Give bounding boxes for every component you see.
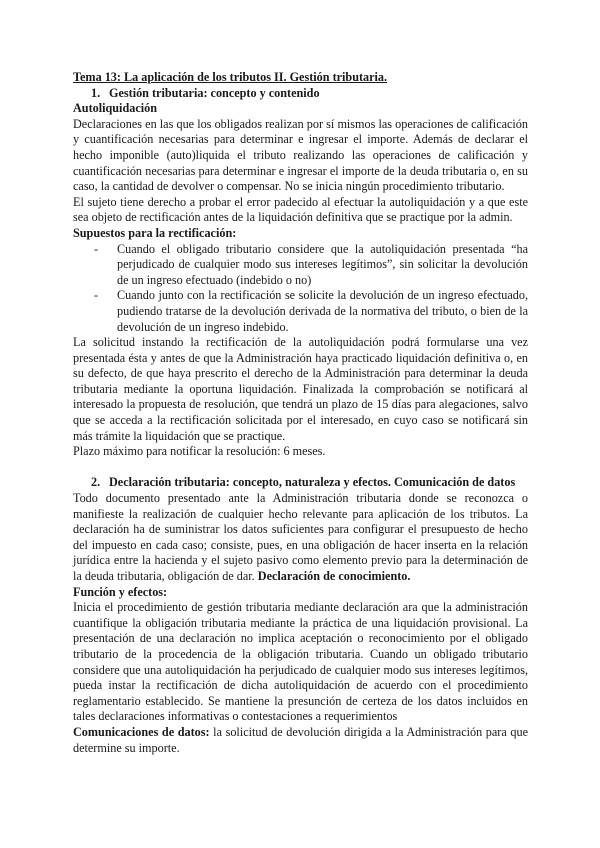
declaracion-text: Todo documento presentado ante la Administración tributaria donde se reconozca o manifieste la realización de cualquier hecho relevante para aplicación de los tributos. La declaración ha de suministrar los datos suficientes para configurar el presupuesto de hecho del impuesto en cada caso; consiste, pues, en una obligación de hacer inserta en la relación jurídica entre la hacienda y el sujeto pasivo como elemento previo para la determinación de la deuda tributaria, obligación de dar.	[73, 491, 528, 583]
section-1-number: 1.	[91, 85, 101, 100]
solicitud-paragraph: La solicitud instando la rectificación de la autoliquidación podrá formularse una vez presentada ésta y antes de que la Administración haya practicado liquidación definitiva o, en su defecto, de que haya prescrito el derecho de la Administración para determinar la deuda tributaria mediante la oportuna liquidación. Finalizada la comprobación se notificará al interesado la propuesta de resolución, que tendrá un plazo de 15 días para alegaciones, salvo que se acceda a la rectificación solicitada por el interesado, en cuyo caso se notificará sin más trámite la liquidación que se practique.	[73, 335, 528, 443]
declaracion-conocimiento-bold: Declaración de conocimiento.	[257, 569, 411, 583]
section-2-number: 2.	[91, 475, 101, 490]
dash-bullet-icon: -	[93, 241, 99, 256]
document-title: Tema 13: La aplicación de los tributos II. Gestión tributaria.	[73, 70, 388, 84]
funcion-paragraph: Inicia el procedimiento de gestión tributaria mediante declaración ara que la administración cuantifique la obligación tributaria mediante la práctica de una liquidación provisional. La presentación de una declaración no implica aceptación o reconocimiento por el obligado tributario de la procedencia de la obligación tributaria. Cuando un obligado tributario considere que una autoliquidación ha perjudicado de cualquier modo sus intereses legítimos, pueda instar la rectificación de dicha autoliquidación de acuerdo con el procedimiento reglamentario establecido. Se mantiene la presunción de certeza de los datos incluidos en tales declaraciones informativas o contestaciones a requerimientos	[73, 600, 528, 724]
comunicaciones-label: Comunicaciones de datos:	[73, 724, 210, 739]
supuestos-heading: Supuestos para la rectificación:	[73, 225, 237, 240]
plazo-paragraph: Plazo máximo para notificar la resolución: 6 meses.	[73, 444, 326, 459]
section-1-heading	[73, 86, 528, 102]
comunicaciones-paragraph	[73, 725, 528, 756]
funcion-heading: Función y efectos:	[73, 584, 168, 599]
section-spacer	[73, 460, 528, 476]
list-item	[93, 288, 528, 335]
list-item-text: Cuando el obligado tributario considere que la autoliquidación presentada “ha perjudicado de cualquier modo sus intereses legítimos”, sin solicitar la devolución de un ingreso efectuado (indebido o no)	[117, 241, 528, 287]
section-1-heading-text: Gestión tributaria: concepto y contenido	[109, 85, 320, 100]
derecho-rectificacion-paragraph: El sujeto tiene derecho a probar el error padecido al efectuar la autoliquidación y a que este sea objeto de rectificación antes de la liquidación definitiva que se practique por la admin.	[73, 194, 528, 225]
supuestos-list	[73, 242, 528, 336]
declaracion-paragraph	[73, 491, 528, 585]
list-item	[93, 241, 528, 289]
dash-bullet-icon: -	[93, 288, 99, 303]
section-2-heading	[73, 475, 528, 491]
comunicaciones-text: la solicitud de devolución dirigida a la Administración para que determine su importe.	[73, 724, 528, 755]
section-2-heading-text: Declaración tributaria: concepto, naturaleza y efectos. Comunicación de datos	[109, 475, 516, 490]
list-item-text: Cuando junto con la rectificación se solicite la devolución de un ingreso efectuado, pudiendo tratarse de la devolución derivada de la normativa del tributo, o bien de la devolución de un ingreso indebido.	[117, 288, 528, 334]
autoliquidacion-heading: Autoliquidación	[73, 101, 157, 116]
autoliquidacion-paragraph: Declaraciones en las que los obligados realizan por sí mismos las operaciones de calificación y cuantificación necesarias para determinar e ingresar el importe. Además de declarar el hecho imponible (auto)liquida el tributo realizando las operaciones de calificación y cuantificación necesarias para determinar e ingresar el importe de la deuda tributaria o, en su caso, la cantidad de devolver o compensar. No se inicia ningún procedimiento tributario.	[73, 116, 528, 194]
